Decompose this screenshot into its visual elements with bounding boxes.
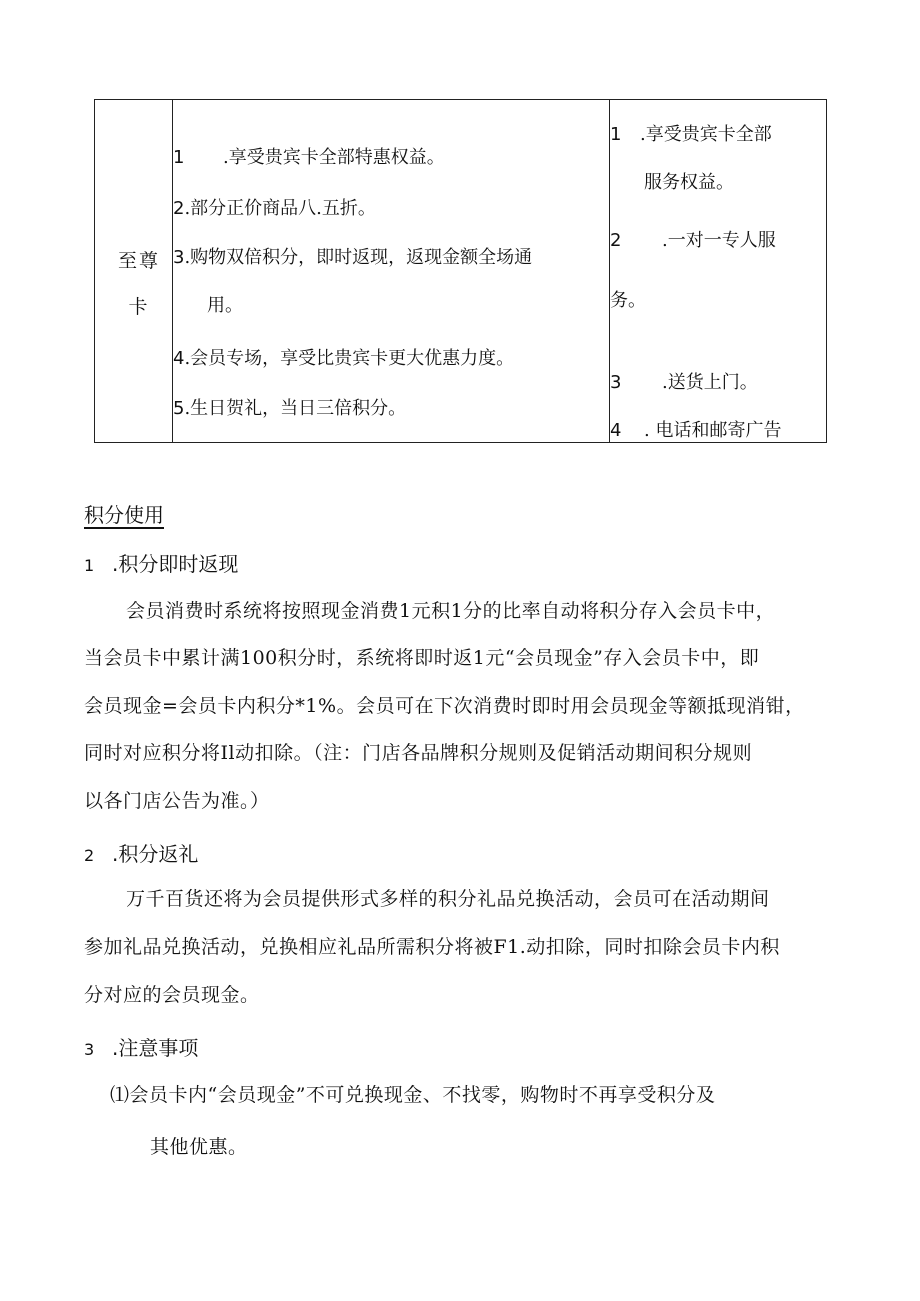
service-text: .送货上门。 (662, 372, 758, 393)
benefit-number: 2 (173, 198, 185, 219)
item-number: 2 (84, 846, 95, 865)
item-title: .积分即时返现 (112, 552, 239, 576)
benefit-text: .享受贵宾卡全部特惠权益。 (223, 147, 445, 168)
service-number: 2 (610, 230, 622, 251)
benefit-row (173, 344, 514, 370)
benefit-text: 用。 (207, 295, 243, 316)
benefit-number: 1 (173, 147, 185, 168)
service-text: .一对一专人服 (662, 230, 776, 251)
card-tier-table (94, 99, 827, 443)
paragraph-line: 分对应的会员现金。 (84, 984, 260, 1006)
benefit-text: .购物双倍积分，即时返现，返现金额全场通 (184, 247, 533, 268)
service-row (610, 226, 776, 252)
paragraph-line: 当会员卡中累计满100积分时，系统将即时返1元“会员现金”存入会员卡中，即 (84, 647, 760, 669)
benefit-number: 5 (173, 398, 185, 419)
paragraph-line: ⑴会员卡内“会员现金”不可兑换现金、不找零，购物时不再享受积分及 (110, 1084, 716, 1106)
benefit-row (173, 194, 376, 220)
paragraph-line: 万千百货还将为会员提供形式多样的积分礼品兑换活动，会员可在活动期间 (126, 888, 770, 910)
service-row (610, 120, 772, 146)
benefit-text: .部分正价商品八.五折。 (184, 198, 376, 219)
item-number: 1 (84, 556, 95, 575)
paragraph-line: 会员现金=会员卡内积分*1%。会员可在下次消费时即时用会员现金等额抵现消钳， (84, 695, 805, 717)
service-text: 服务权益。 (644, 172, 734, 193)
paragraph-line: 参加礼品兑换活动，兑换相应礼品所需积分将被F1.动扣除，同时扣除会员卡内积 (84, 936, 780, 958)
service-number: 3 (610, 372, 622, 393)
benefit-number: 4 (173, 348, 185, 369)
card-name-line: 至尊 (117, 250, 160, 272)
benefits-cell (173, 100, 610, 442)
service-text: 务。 (610, 290, 646, 311)
paragraph-line: 以各门店公告为准。） (84, 790, 270, 812)
item-number: 3 (84, 1040, 95, 1059)
services-cell (610, 100, 826, 442)
benefit-row (173, 394, 406, 420)
paragraph-line: 会员消费时系统将按照现金消费1元积1分的比率自动将积分存入会员卡中， (126, 600, 776, 622)
service-row (610, 416, 781, 442)
service-text: .享受贵宾卡全部 (640, 124, 772, 145)
benefit-text: .会员专场，享受比贵宾卡更大优惠力度。 (184, 348, 515, 369)
item-heading (84, 1032, 198, 1061)
card-name (109, 238, 169, 330)
item-heading (84, 548, 238, 577)
item-heading (84, 838, 198, 867)
benefit-text: .生日贺礼，当日三倍积分。 (184, 398, 407, 419)
card-name-cell (95, 100, 173, 442)
service-row (644, 168, 734, 194)
card-name-line: 卡 (128, 296, 150, 318)
paragraph-line: 其他优惠。 (150, 1136, 248, 1158)
benefit-number: 3 (173, 247, 185, 268)
paragraph-line: 同时对应积分将Il动扣除。（注：门店各品牌积分规则及促销活动期间积分规则 (84, 742, 753, 764)
service-text: . 电话和邮寄广告 (644, 420, 782, 441)
service-row (610, 368, 758, 394)
item-title: .注意事项 (112, 1036, 199, 1060)
benefit-row (173, 243, 532, 269)
section-title: 积分使用 (84, 503, 164, 527)
service-row (610, 286, 646, 312)
benefit-row (207, 291, 243, 317)
item-title: .积分返礼 (112, 842, 199, 866)
service-number: 1 (610, 124, 622, 145)
service-number: 4 (610, 420, 622, 441)
benefit-row (173, 143, 445, 169)
